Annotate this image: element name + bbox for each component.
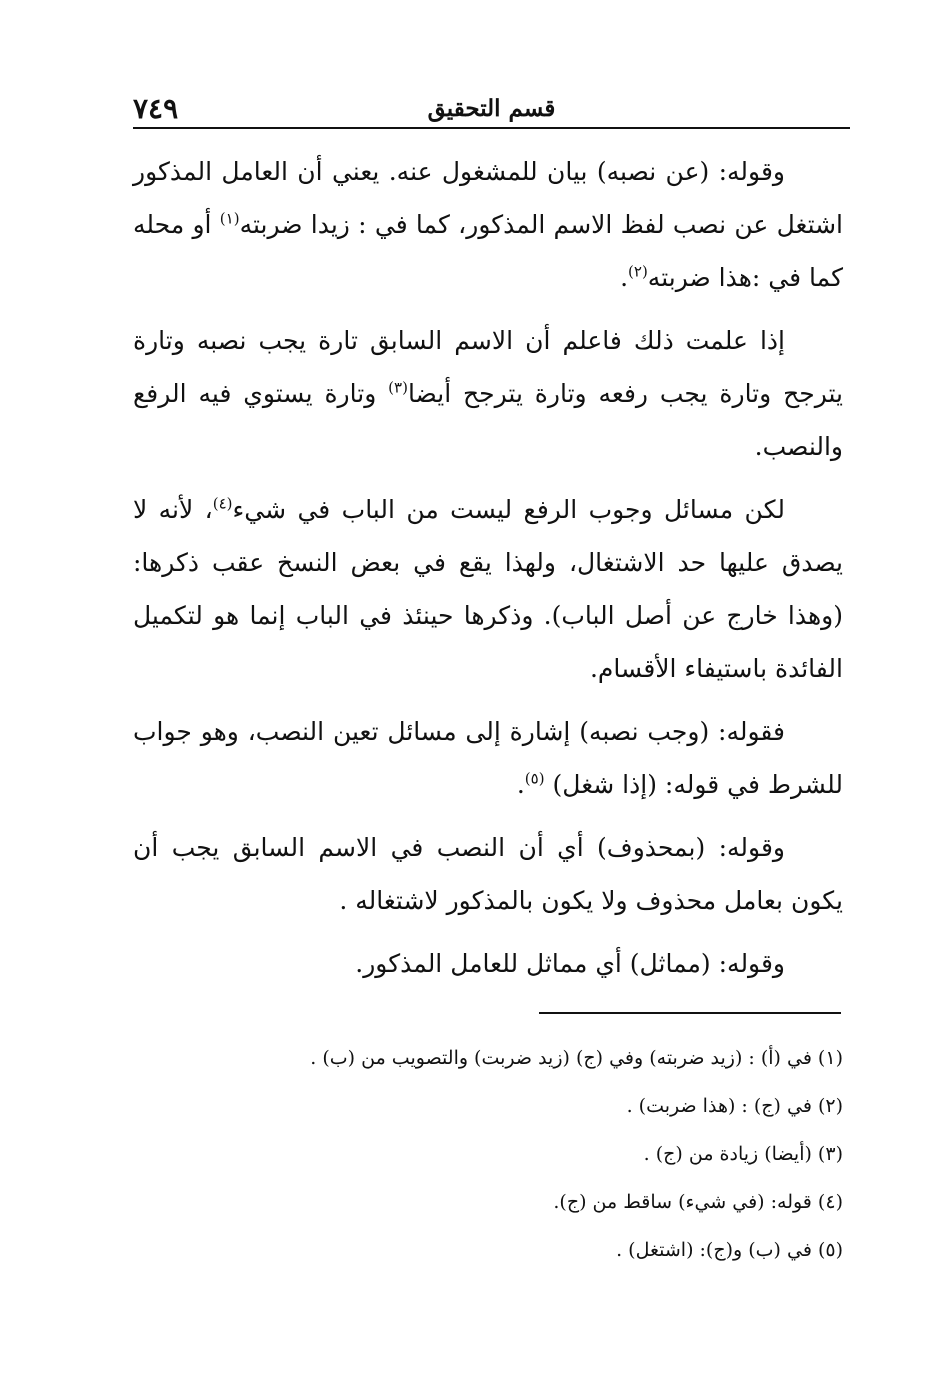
page-number: ٧٤٩ — [133, 92, 179, 125]
paragraph-text: لكن مسائل وجوب الرفع ليست من الباب في شيء — [232, 495, 785, 524]
page-header — [133, 92, 850, 132]
paragraph-text: . — [620, 263, 629, 292]
footnotes — [133, 1034, 843, 1274]
footnote-reference: (١) — [219, 209, 240, 228]
paragraph — [133, 705, 843, 811]
paragraph-text: ، لأنه لا يصدق عليها حد الاشتغال، ولهذا يقع في بعض النسخ عقب ذكرها: (وهذا خارج عن أصل الباب). وذكرها حينئذ في الباب إنما هو لتكميل الفائدة باستيفاء الأقسام. — [133, 495, 843, 683]
paragraph-text: . — [516, 770, 525, 799]
paragraph-text: فقوله: (وجب نصبه) إشارة إلى مسائل تعين النصب، وهو جواب للشرط في قوله: (إذا شغل) — [133, 717, 843, 799]
main-text — [133, 145, 843, 1000]
paragraph — [133, 483, 843, 695]
paragraph-text: أو محله كما في :هذا ضربته — [133, 210, 843, 292]
footnote: (٥) في (ب) و(ج): (اشتغل) . — [616, 1239, 843, 1261]
paragraph — [133, 145, 843, 304]
footnote: (٢) في (ج) : (هذا ضربت) . — [626, 1095, 843, 1117]
footnote-reference: (٣) — [388, 378, 408, 397]
paragraph — [133, 821, 843, 927]
footnote-reference: (٥) — [524, 769, 545, 788]
paragraph-text: إذا علمت ذلك فاعلم أن الاسم السابق تارة يجب نصبه وتارة يترجح وتارة يجب رفعه وتارة يترجح أيضا — [133, 326, 843, 408]
paragraph-text: وتارة يستوي فيه الرفع والنصب. — [133, 379, 843, 461]
footnote: (١) في (أ) : (زيد ضربته) وفي (ج) (زيد ضربت) والتصويب من (ب) . — [310, 1047, 843, 1069]
header-rule — [133, 127, 850, 129]
paragraph — [133, 937, 843, 990]
footnote-separator — [539, 1012, 841, 1014]
paragraph-text: وقوله: (مماثل) أي مماثل للعامل المذكور. — [355, 949, 785, 978]
footnote: (٣) (أيضا) زيادة من (ج) . — [643, 1143, 843, 1165]
footnote: (٤) قوله: (في شيء) ساقط من (ج). — [553, 1191, 843, 1213]
footnote-reference: (٤) — [212, 494, 233, 513]
paragraph-text: وقوله: (بمحذوف) أي أن النصب في الاسم السابق يجب أن يكون بعامل محذوف ولا يكون بالمذكور لاشتغاله . — [133, 833, 843, 915]
running-title: قسم التحقيق — [427, 95, 556, 122]
paragraph-text: وقوله: (عن نصبه) بيان للمشغول عنه. يعني أن العامل المذكور اشتغل عن نصب لفظ الاسم المذكور، كما في : زيدا ضربته — [133, 157, 844, 239]
paragraph — [133, 314, 843, 473]
footnote-reference: (٢) — [628, 262, 648, 281]
